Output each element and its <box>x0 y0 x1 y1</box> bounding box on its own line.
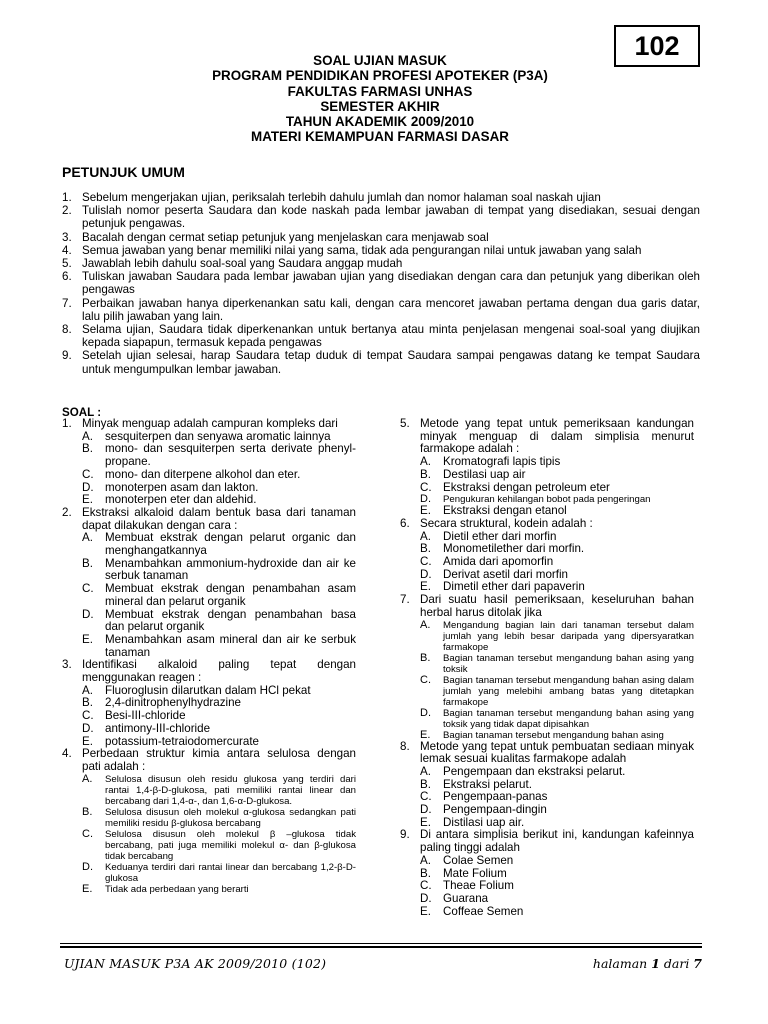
option-text: Ekstraksi pelarut. <box>443 777 532 791</box>
instruction-number: 7. <box>62 296 72 310</box>
option-letter: E. <box>420 815 431 829</box>
footer-exam-label: UJIAN MASUK P3A AK 2009/2010 (102) <box>64 956 327 971</box>
option-letter: C. <box>420 555 432 569</box>
footer-divider-thick <box>60 946 702 948</box>
option-text: Colae Semen <box>443 853 514 867</box>
option-letter: C. <box>82 709 94 723</box>
questions-right-column <box>400 418 694 918</box>
option-text: Mengandung bagian lain dari tanaman tersebut dalam jumlah yang lebih besar daripada yang dipersyaratkan farmakope <box>443 619 694 653</box>
instruction-text: Semua jawaban yang benar memiliki nilai yang sama, tidak ada pengurangan nilai untuk jawaban yang salah <box>82 243 642 257</box>
option-letter: E. <box>420 580 431 594</box>
option-text: mono- dan sesquiterpen serta derivate phenyl-propane. <box>105 442 356 469</box>
option-text: Pengukuran kehilangan bobot pada pengeringan <box>443 494 651 506</box>
question-number: 4. <box>62 747 72 761</box>
option-letter: E. <box>420 904 431 918</box>
option-letter: D. <box>420 706 431 719</box>
instruction-number: 4. <box>62 243 72 257</box>
option-letter: D. <box>82 480 94 494</box>
option-text: Dimetil ether dari papaverin <box>443 580 585 594</box>
option-text: Guarana <box>443 891 489 905</box>
option-text: sesquiterpen dan senyawa aromatic lainnya <box>105 429 331 443</box>
option-letter: D. <box>420 493 431 506</box>
option-letter: D. <box>420 891 432 905</box>
option-text: monoterpen asam dan lakton. <box>105 480 259 494</box>
question-item <box>62 748 356 894</box>
header-line-2: PROGRAM PENDIDIKAN PROFESI APOTEKER (P3A) <box>212 68 548 84</box>
question-number: 3. <box>62 658 72 672</box>
option-text: Ekstraksi dengan etanol <box>443 504 567 518</box>
option-letter: A. <box>82 772 93 785</box>
option-text: Bagian tanaman tersebut mengandung bahan asing yang toksik <box>443 652 694 675</box>
option-letter: D. <box>82 607 94 621</box>
general-instructions-title: PETUNJUK UMUM <box>62 164 185 180</box>
question-text: Metode yang tepat untuk pemeriksaan kandungan minyak menguap di dalam simplisia menurut farmakope adalah : <box>420 417 694 456</box>
instruction-number: 2. <box>62 204 72 218</box>
option-letter: E. <box>82 734 93 748</box>
option-text: Menambahkan asam mineral dan air ke serbuk tanaman <box>105 632 356 659</box>
option-text: Destilasi uap air <box>443 467 526 481</box>
option-letter: B. <box>420 467 431 481</box>
question-number: 2. <box>62 505 72 519</box>
question-number: 5. <box>400 417 410 430</box>
option-text: Membuat ekstrak dengan penambahan asam mineral dan pelarut organik <box>105 582 356 608</box>
instruction-text: Sebelum mengerjakan ujian, periksalah terlebih dahulu jumlah dan nomor halaman soal naskah ujian <box>82 191 601 204</box>
option-text: Pengempaan-dingin <box>443 803 547 817</box>
option-text: Dietil ether dari morfin <box>443 529 557 543</box>
option-letter: E. <box>82 632 93 646</box>
answer-option <box>420 675 694 708</box>
option-text: Selulosa disusun oleh molekul α-glukosa sedangkan pati memiliki residu β-glukosa bercabang <box>105 806 356 829</box>
question-item <box>400 594 694 740</box>
question-item <box>62 507 356 659</box>
instruction-text: Setelah ujian selesai, harap Saudara tetap duduk di tempat Saudara sampai pengawas datang ke tempat Saudara untuk mengumpulkan lembar jawaban. <box>82 349 700 376</box>
answer-option <box>82 862 356 884</box>
answer-option <box>82 583 356 608</box>
option-letter: E. <box>420 504 431 518</box>
question-text: Dari suatu hasil pemeriksaan, keseluruhan bahan herbal harus ditolak jika <box>420 593 694 619</box>
option-text: Selulosa disusun oleh molekul β –glukosa tidak bercabang, pati juga memiliki molekul α- dan β-glukosa tidak bercabang <box>105 828 356 862</box>
option-letter: A. <box>82 531 93 545</box>
option-text: monoterpen eter dan aldehid. <box>105 493 257 507</box>
option-text: Distilasi uap air. <box>443 815 525 829</box>
question-item <box>62 418 356 507</box>
question-text: Perbedaan struktur kimia antara selulosa dengan pati adalah : <box>82 747 356 773</box>
option-text: Selulosa disusun oleh residu glukosa yang terdiri dari rantai 1,4-β-D-glukosa, pati memiliki rantai linear dan bercabang dari 1,4-α-, dan 1,6-α-D-glukosa. <box>105 773 356 807</box>
option-letter: E. <box>420 728 431 741</box>
question-text: Di antara simplisia berikut ini, kandungan kafeinnya paling tinggi adalah <box>420 828 694 855</box>
option-text: Mate Folium <box>443 866 507 880</box>
question-item <box>400 418 694 518</box>
option-letter: B. <box>420 651 431 664</box>
question-item <box>400 518 694 594</box>
option-letter: C. <box>82 467 94 481</box>
instruction-number: 6. <box>62 270 72 284</box>
question-number: 6. <box>400 516 410 530</box>
instruction-text: Tuliskan jawaban Saudara pada lembar jawaban ujian yang disediakan dengan cara dan petunjuk yang diberikan oleh pengawas <box>82 270 700 297</box>
option-letter: C. <box>82 582 94 596</box>
option-text: Besi-III-chloride <box>105 709 186 723</box>
option-text: Ekstraksi dengan petroleum eter <box>443 480 610 494</box>
answer-option <box>82 829 356 862</box>
option-text: Kromatografi lapis tipis <box>443 455 561 469</box>
option-letter: B. <box>82 696 93 710</box>
option-letter: B. <box>82 805 93 818</box>
option-letter: D. <box>420 567 432 581</box>
option-letter: C. <box>420 673 431 686</box>
instruction-item <box>62 297 700 323</box>
option-letter: B. <box>82 442 93 456</box>
option-text: Pengempaan dan ekstraksi pelarut. <box>443 764 626 778</box>
header-line-3: FAKULTAS FARMASI UNHAS <box>287 83 473 99</box>
option-text: Amida dari apomorfin <box>443 555 554 569</box>
answer-option <box>420 708 694 730</box>
option-letter: A. <box>420 455 431 469</box>
option-letter: C. <box>82 827 93 840</box>
question-number: 1. <box>62 417 72 430</box>
header-line-4: SEMESTER AKHIR <box>320 98 440 114</box>
instruction-text: Tulislah nomor peserta Saudara dan kode naskah pada lembar jawaban di tempat yang disediakan, sesuai dengan petunjuk pengawas. <box>82 204 700 231</box>
option-letter: B. <box>420 866 431 880</box>
option-text: Fluoroglusin dilarutkan dalam HCl pekat <box>105 683 311 697</box>
option-letter: D. <box>420 803 432 817</box>
question-number: 9. <box>400 828 410 842</box>
option-text: Membuat ekstrak dengan penambahan basa dan pelarut organik <box>105 607 356 634</box>
footer-page-prefix: halaman <box>592 956 652 971</box>
footer-page-current: 1 <box>651 956 660 971</box>
instruction-number: 5. <box>62 257 72 271</box>
option-letter: D. <box>82 721 94 735</box>
answer-option <box>82 774 356 807</box>
answer-option <box>420 906 694 919</box>
question-number: 7. <box>400 593 410 607</box>
soal-title: SOAL : <box>62 406 102 419</box>
option-letter: B. <box>420 777 431 791</box>
option-letter: D. <box>82 860 93 873</box>
option-letter: A. <box>420 529 431 543</box>
instruction-number: 8. <box>62 323 72 337</box>
header-line-5: TAHUN AKADEMIK 2009/2010 <box>285 114 475 130</box>
footer-page-mid: dari <box>659 956 694 971</box>
option-text: 2,4-dinitrophenylhydrazine <box>105 696 241 710</box>
option-letter: B. <box>82 556 93 570</box>
instruction-item <box>62 191 700 204</box>
instruction-text: Bacalah dengan cermat setiap petunjuk yang menjelaskan cara menjawab soal <box>82 230 489 244</box>
instruction-text: Selama ujian, Saudara tidak diperkenankan untuk bertanya atau minta penjelasan mengenai soal-soal yang diujikan kepada siapapun, termasuk kepada pengawas <box>82 323 700 350</box>
header-line-6: MATERI KEMAMPUAN FARMASI DASAR <box>251 129 509 145</box>
option-text: mono- dan diterpene alkohol dan eter. <box>105 467 301 481</box>
instruction-text: Perbaikan jawaban hanya diperkenankan satu kali, dengan cara mencoret jawaban pertama dengan dua garis datar, lalu pilih jawaban yang lain. <box>82 296 700 323</box>
option-text: Theae Folium <box>443 879 514 893</box>
instruction-item <box>62 270 700 296</box>
answer-option <box>420 482 694 495</box>
answer-option <box>82 634 356 659</box>
answer-option <box>82 884 356 895</box>
instruction-item <box>62 244 700 257</box>
option-text: Derivat asetil dari morfin <box>443 567 568 581</box>
option-text: potassium-tetraiodomercurate <box>105 734 260 748</box>
option-letter: C. <box>420 879 432 893</box>
option-text: antimony-III-chloride <box>105 721 211 735</box>
option-text: Menambahkan ammonium-hydroxide dan air ke serbuk tanaman <box>105 556 356 583</box>
question-text: Ekstraksi alkaloid dalam bentuk basa dari tanaman dapat dilakukan dengan cara : <box>82 505 356 532</box>
answer-option <box>82 558 356 583</box>
instruction-item <box>62 349 700 375</box>
option-letter: A. <box>420 853 431 867</box>
instruction-item <box>62 231 700 244</box>
option-text: Keduanya terdiri dari rantai linear dan bercabang 1,2-β-D-glukosa <box>105 861 356 884</box>
answer-option <box>82 807 356 829</box>
instruction-item <box>62 323 700 349</box>
option-text: Pengempaan-panas <box>443 790 548 804</box>
option-text: Monometilether dari morfin. <box>443 542 585 556</box>
option-text: Bagian tanaman tersebut mengandung bahan asing <box>443 729 664 741</box>
option-letter: B. <box>420 542 431 556</box>
option-letter: A. <box>420 764 431 778</box>
answer-option <box>420 730 694 741</box>
answer-option <box>82 609 356 634</box>
footer-divider-thin <box>60 943 702 944</box>
instruction-item <box>62 204 700 230</box>
option-letter: A. <box>82 429 93 443</box>
footer-page-number <box>593 956 702 971</box>
option-letter: A. <box>82 683 93 697</box>
general-instructions-list <box>62 191 700 376</box>
option-letter: E. <box>82 493 93 507</box>
document-header <box>60 53 700 145</box>
instruction-number: 1. <box>62 191 72 204</box>
questions-left-column <box>62 418 356 895</box>
instruction-item <box>62 257 700 270</box>
option-text: Coffeae Semen <box>443 904 524 918</box>
question-text: Metode yang tepat untuk pembuatan sediaan minyak lemak sesuai kualitas farmakope adalah <box>420 739 694 766</box>
answer-option <box>82 532 356 557</box>
option-letter: C. <box>420 480 432 494</box>
question-item <box>400 829 694 918</box>
question-text: Secara struktural, kodein adalah : <box>420 516 593 530</box>
instruction-text: Jawablah lebih dahulu soal-soal yang Saudara anggap mudah <box>82 257 403 271</box>
instruction-number: 9. <box>62 349 72 363</box>
answer-option <box>82 443 356 468</box>
answer-option <box>420 620 694 653</box>
question-item <box>400 741 694 830</box>
footer-page-total: 7 <box>693 956 702 971</box>
option-text: Tidak ada perbedaan yang berarti <box>105 883 249 895</box>
question-item <box>62 659 356 748</box>
header-line-1: SOAL UJIAN MASUK <box>313 53 447 68</box>
answer-option <box>420 653 694 675</box>
exam-code: 102 <box>634 31 680 61</box>
option-letter: C. <box>420 790 432 804</box>
option-text: Membuat ekstrak dengan pelarut organic dan menghangatkannya <box>105 531 356 558</box>
option-text: Bagian tanaman tersebut mengandung bahan asing dalam jumlah yang melebihi ambang batas yang ditetapkan farmakope <box>443 674 694 708</box>
instruction-number: 3. <box>62 230 72 244</box>
question-text: Minyak menguap adalah campuran kompleks dari <box>82 417 338 430</box>
option-letter: E. <box>82 882 93 895</box>
question-number: 8. <box>400 739 410 753</box>
option-letter: A. <box>420 618 431 631</box>
question-text: Identifikasi alkaloid paling tepat dengan menggunakan reagen : <box>82 658 356 685</box>
option-text: Bagian tanaman tersebut mengandung bahan asing yang toksik yang tidak dapat dipisahkan <box>443 707 694 730</box>
